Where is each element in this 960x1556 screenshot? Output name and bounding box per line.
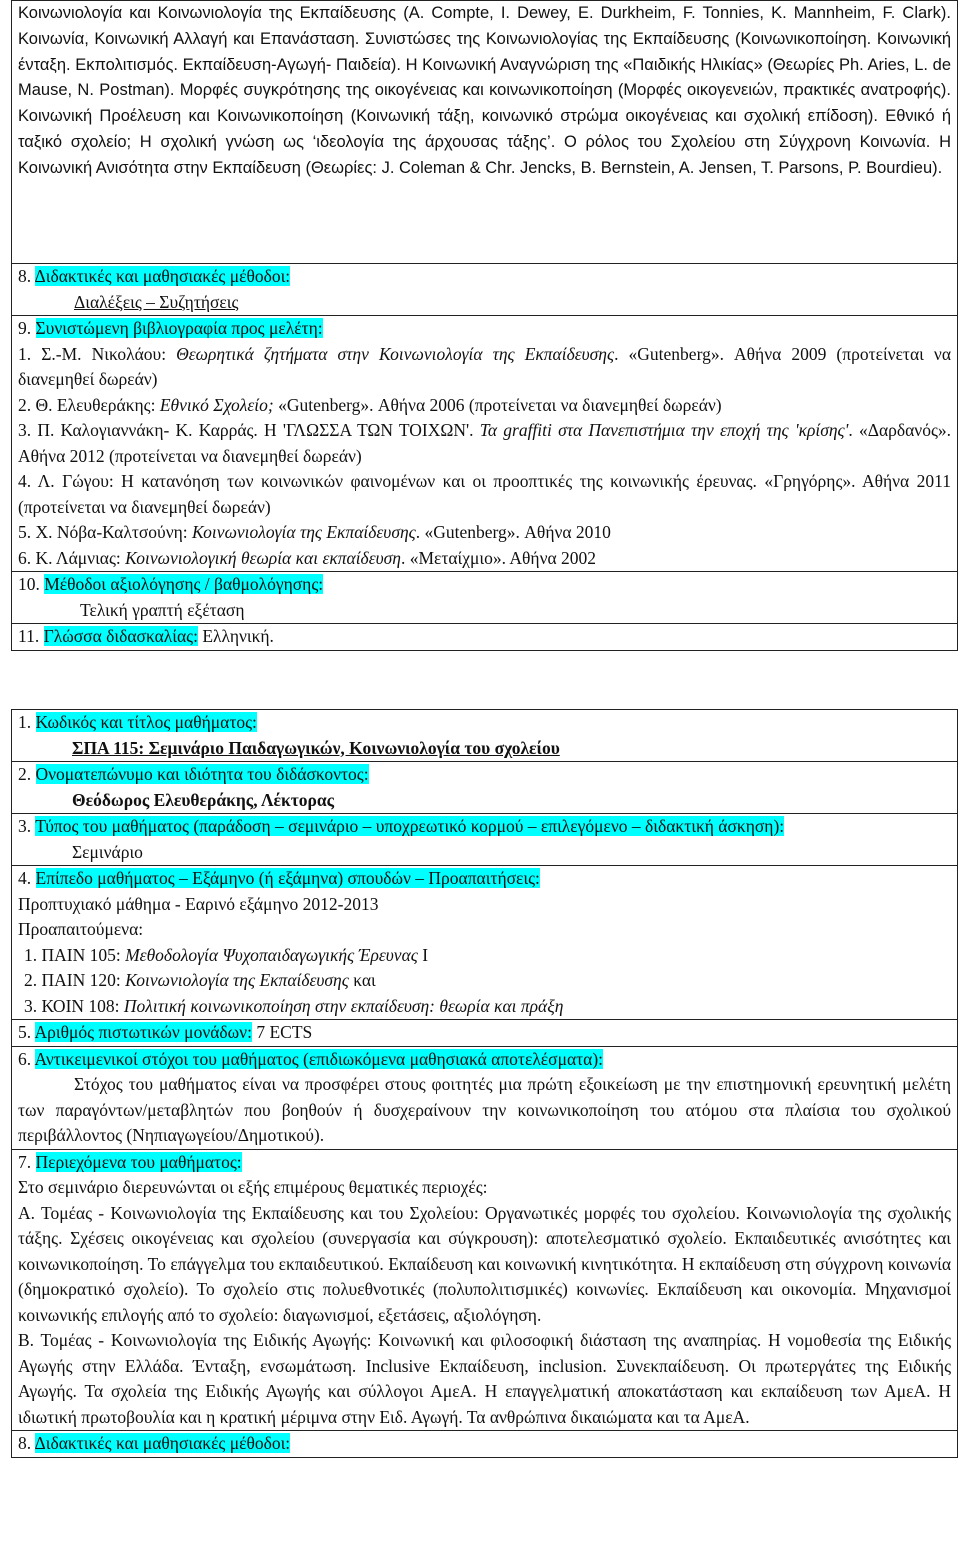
c2-section-4-heading: Επίπεδο μαθήματος – Εξάμηνο (ή εξάμηνα) σπουδών – Προαπαιτήσεις:	[35, 868, 540, 888]
bibliography-item	[18, 469, 951, 520]
bibliography-item-pre: 5. Χ. Νόβα-Καλτσούνη:	[18, 522, 193, 542]
bibliography-item-pre: 3. Π. Καλογιαννάκη- Κ. Καρράς. Η 'ΓΛΩΣΣΑ ΤΩΝ ΤΟΙΧΩΝ'.	[18, 420, 480, 440]
c2-section-6-number: 6.	[18, 1048, 32, 1069]
prerequisites-list	[18, 943, 951, 1020]
c2-section-8-heading: Διδακτικές και μαθησιακές μέθοδοι:	[34, 1433, 291, 1453]
c2-section-7-cell	[12, 1149, 958, 1431]
bibliography-item	[18, 418, 951, 469]
prerequisite-item-post: και	[348, 970, 376, 990]
prerequisite-item-post: Ι	[417, 944, 429, 965]
course-contents-text: Κοινωνιολογία και Κοινωνιολογία της Εκπαίδευσης (A. Compte, I. Dewey, E. Durkheim, F. Tonnies, K. Mannheim, F. Clark). Κοινωνία, Κοινωνική Αλλαγή και Επανάσταση. Συνιστώσες της Κοινωνιολογίας της Εκπαίδευσης (Κοινωνικοποίηση. Κοινωνική ένταξη. Εκπολιτισμός. Εκπαίδευση-Αγωγή- Παιδεία). Η Κοινωνική Αναγνώριση της «Παιδικής Ηλικίας» (Θεωρίες Ph. Aries, L. de Mause, N. Postman). Μορφές συγκρότησης της οικογένειας και κοινωνικοποίηση (Μορφές οικογενειών, πρακτικές ανατροφής). Κοινωνική Προέλευση και Κοινωνικοποίηση (Κοινωνική τάξη, κοινωνικό στρώμα οικογένειας και σχολική επίδοση). Εθνικό ή ταξικό σχολείο; Η σχολική γνώση ως ‘ιδεολογία της άρχουσας τάξης’. Ο ρόλος του Σχολείου στη Σύγχρονη Κοινωνία. Η Κοινωνική Ανισότητα στην Εκπαίδευση (Θεωρίες: J. Coleman & Chr. Jencks, B. Bernstein, A. Jensen, T. Parsons, P. Bourdieu).	[18, 4, 951, 177]
bibliography-item-post: . «Gutenberg». Αθήνα 2010	[415, 522, 611, 542]
prerequisite-item	[18, 968, 951, 994]
section-8-cell	[12, 264, 958, 316]
contents-area-a: Α. Τομέας - Κοινωνιολογία της Εκπαίδευσης και του Σχολείου: Οργανωτικές μορφές του σχολείου. Κοινωνιολογία της σχολικής τάξης. Σχέσεις οικογένειας και σχολείου (συνεργασία και σύγκρουση): αποτελεσματικό σχολείο. Εκπαιδευτικές ανισότητες και κοινωνικοποίηση. Το επάγγελμα του εκπαιδευτικού. Εκπαίδευση και κοινωνική κινητικότητα. Η εκπαίδευση στη σύγχρονη κοινωνία (δημοκρατικό σχολείο). Το σχολείο στις πολυεθνοτικές (πολυπολιτισμικές) κοινωνίες. Εκπαίδευση και οικονομία. Μηχανισμοί κοινωνικής επιλογής από το σχολείο: διαγωνισμοί, εξετάσεις, αξιολόγηση.	[18, 1202, 951, 1325]
section-10-heading: Μέθοδοι αξιολόγησης / βαθμολόγησης:	[44, 574, 324, 594]
c2-section-2-heading: Ονοματεπώνυμο και ιδιότητα του διδάσκοντος:	[35, 764, 369, 784]
c2-section-6-heading: Αντικειμενικοί στόχοι του μαθήματος (επιδιωκόμενα μαθησιακά αποτελέσματα):	[34, 1048, 604, 1069]
instructor-name: Θεόδωρος Ελευθεράκης, Λέκτορας	[72, 789, 335, 810]
section-10-number: 10.	[18, 574, 40, 594]
prerequisite-item-title: Μεθοδολογία Ψυχοπαιδαγωγικής Έρευνας	[125, 944, 418, 965]
c2-section-8-cell	[12, 1431, 958, 1458]
bibliography-item-post: . «Μεταίχμιο». Αθήνα 2002	[400, 547, 597, 568]
c2-section-6-cell	[12, 1046, 958, 1149]
bibliography-item-title: Κοινωνιολογική θεωρία και εκπαίδευση	[125, 547, 401, 568]
c2-section-5-number: 5.	[18, 1022, 32, 1042]
c2-section-1-heading: Κωδικός και τίτλος μαθήματος:	[35, 712, 257, 732]
section-9-heading: Συνιστώμενη βιβλιογραφία προς μελέτη:	[35, 318, 323, 338]
bibliography-item-title: Κοινωνιολογία της Εκπαίδευσης	[192, 522, 416, 542]
c2-section-1-cell	[12, 710, 958, 762]
prerequisite-item	[18, 943, 951, 969]
language-value: Ελληνική.	[202, 626, 274, 646]
c2-section-1-number: 1.	[18, 712, 32, 732]
bibliography-item	[18, 393, 951, 419]
bibliography-list	[18, 342, 951, 572]
objectives-text: Στόχος του μαθήματος είναι να προσφέρει στους φοιτητές μια πρώτη εξοικείωση με την επιστημονική ερευνητική μελέτη των παραγόντων/μεταβλητών που βοηθούν ή δυσχεραίνουν την κοινωνικοποίηση του ατόμου στα πλαίσια του σχολικού περιβάλλοντος (Νηπιαγωγείου/Δημοτικού).	[18, 1074, 951, 1145]
prerequisite-item	[18, 994, 951, 1020]
prerequisite-item-pre: 3. ΚΟΙΝ 108:	[24, 995, 124, 1016]
c2-section-3-number: 3.	[18, 816, 32, 836]
c2-section-2-number: 2.	[18, 764, 32, 784]
c2-section-4-cell	[12, 866, 958, 1020]
prerequisites-label: Προαπαιτούμενα:	[18, 919, 144, 939]
c2-section-7-heading: Περιεχόμενα του μαθήματος:	[35, 1151, 242, 1172]
course-contents-cell	[12, 1, 958, 264]
section-10-cell	[12, 572, 958, 624]
section-9-cell	[12, 316, 958, 572]
contents-intro: Στο σεμινάριο διερευνώνται οι εξής επιμέρους θεματικές περιοχές:	[18, 1177, 488, 1197]
section-8-number: 8.	[18, 266, 32, 286]
bibliography-item	[18, 520, 951, 546]
section-8-heading: Διδακτικές και μαθησιακές μέθοδοι:	[34, 266, 291, 286]
prerequisite-item-title: Πολιτική κοινωνικοποίηση στην εκπαίδευση: θεωρία και πράξη	[123, 995, 564, 1016]
section-11-heading: Γλώσσα διδασκαλίας:	[43, 626, 198, 646]
bibliography-item	[18, 342, 951, 393]
c2-section-3-heading: Τύπος του μαθήματος (παράδοση – σεμινάριο – υποχρεωτικό κορμού – επιλεγόμενο – διδακτική άσκηση):	[35, 816, 785, 836]
c2-section-3-cell	[12, 814, 958, 866]
bibliography-item-pre: 1. Σ.-Μ. Νικολάου:	[18, 343, 177, 364]
c2-section-8-number: 8.	[18, 1433, 32, 1453]
bibliography-item-pre: 4. Λ. Γώγου: Η κατανόηση των κοινωνικών φαινομένων και οι προοπτικές της κοινωνικής έρευνας. «Γρηγόρης». Αθήνα 2011 (προτείνεται να διανεμηθεί δωρεάν)	[18, 471, 951, 517]
bibliography-item-post: . «Δαρδανός». Αθήνα 2012 (προτείνεται να διανεμηθεί δωρεάν)	[18, 420, 951, 466]
contents-area-b: Β. Τομέας - Κοινωνιολογία της Ειδικής Αγωγής: Κοινωνική και φιλοσοφική διάσταση της αναπηρίας. Η νομοθεσία της Ειδικής Αγωγής στην Ελλάδα. Ένταξη, ενσωμάτωση. Inclusive Εκπαίδευση, inclusion. Συνεκπαίδευση. Οι πρωτεργάτες της Ειδικής Αγωγής. Τα σχολεία της Ειδικής Αγωγής και σύλλογοι ΑμεΑ. Η επαγγελματική αποκατάσταση και εκπαίδευση των ΑμεΑ. Η ιδιωτική πρωτοβουλία και η κρατική μέριμνα στην Ειδ. Αγωγή. Τα ανθρώπινα δικαιώματα και τα ΑμεΑ.	[18, 1330, 951, 1427]
section-11-number: 11.	[18, 626, 40, 646]
bibliography-item-post: . «Gutenberg». Αθήνα 2009 (προτείνεται να διανεμηθεί δωρεάν)	[18, 343, 951, 389]
section-9-number: 9.	[18, 318, 32, 338]
course-2-table	[11, 709, 958, 1458]
bibliography-item-title: Θεωρητικά ζητήματα στην Κοινωνιολογία της Εκπαίδευσης	[176, 343, 615, 364]
c2-section-4-number: 4.	[18, 868, 32, 888]
c2-section-2-cell	[12, 762, 958, 814]
course-type-value: Σεμινάριο	[72, 841, 143, 862]
prerequisite-item-title: Κοινωνιολογία της Εκπαίδευσης	[125, 970, 349, 990]
level-semester: Προπτυχιακό μάθημα - Εαρινό εξάμηνο 2012-2013	[18, 893, 379, 914]
c2-section-7-number: 7.	[18, 1151, 32, 1172]
course-1-table	[11, 0, 958, 651]
section-11-cell	[12, 624, 958, 651]
c2-section-5-heading: Αριθμός πιστωτικών μονάδων:	[34, 1022, 252, 1042]
bibliography-item-pre: 6. Κ. Λάμνιας:	[18, 547, 126, 568]
assessment-value: Τελική γραπτή εξέταση	[80, 599, 245, 620]
bibliography-item-pre: 2. Θ. Ελευθεράκης:	[18, 394, 160, 415]
c2-section-5-cell	[12, 1020, 958, 1047]
ects-value: 7 ECTS	[256, 1022, 313, 1042]
bibliography-item-post: «Gutenberg». Αθήνα 2006 (προτείνεται να διανεμηθεί δωρεάν)	[273, 394, 722, 415]
teaching-methods-value: Διαλέξεις – Συζητήσεις	[74, 291, 239, 312]
bibliography-item-title: Τα graffiti στα Πανεπιστήμια την εποχή της 'κρίσης'	[479, 420, 849, 440]
prerequisite-item-pre: 1. ΠΑΙΝ 105:	[24, 944, 126, 965]
bibliography-item	[18, 546, 951, 572]
course-code-title: ΣΠΑ 115: Σεμινάριο Παιδαγωγικών, Κοινωνιολογία του σχολείου	[72, 737, 560, 758]
bibliography-item-title: Εθνικό Σχολείο;	[159, 394, 274, 415]
prerequisite-item-pre: 2. ΠΑΙΝ 120:	[24, 970, 126, 990]
